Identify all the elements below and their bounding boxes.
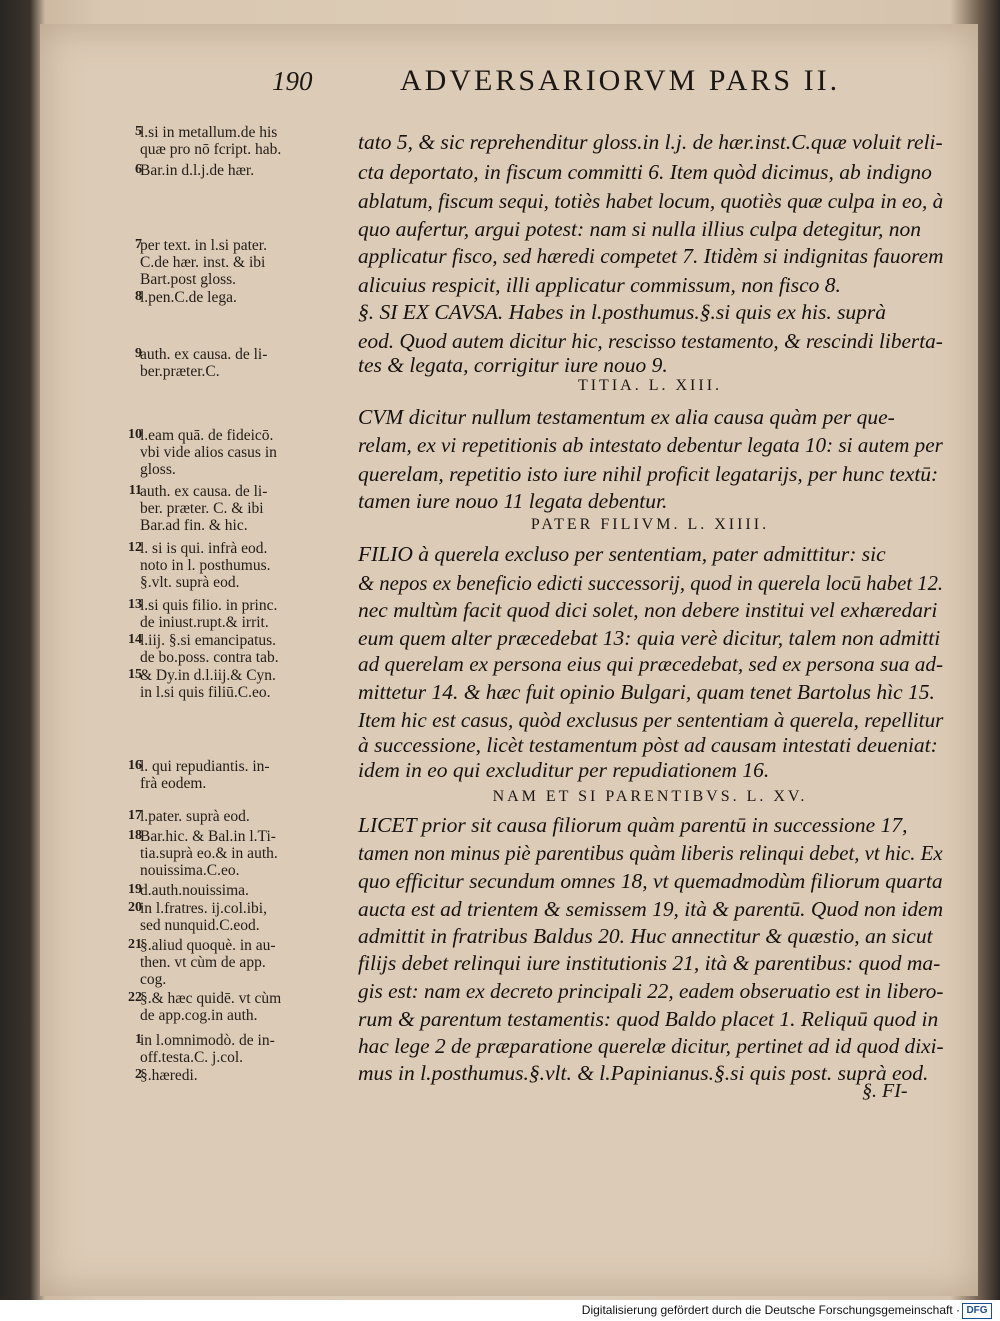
margin-note-text: l.si quis filio. in princ. de iniust.rupt.& irrit. — [140, 597, 278, 631]
margin-note — [135, 1067, 355, 1084]
margin-note — [128, 828, 355, 879]
margin-note — [135, 346, 355, 380]
margin-note-text: auth. ex causa. de li- ber. præter. C. & ibi Bar.ad fin. & hic. — [140, 483, 268, 534]
text-line: tamen non minus piè parentibus quàm liberis relinqui debet, vt hic. Ex — [358, 841, 943, 865]
margin-note-text: l. qui repudiantis. in- frà eodem. — [140, 758, 270, 792]
margin-note-text: §.& hæc quidē. vt cùm de app.cog.in auth. — [140, 990, 282, 1024]
margin-note-number: 19 — [128, 882, 142, 897]
margin-note-number: 5 — [135, 124, 142, 139]
text-line: filijs debet relinqui iure institutionis 21, ità & parentibus: quod ma- — [358, 951, 941, 975]
margin-note-text: l.pater. suprà eod. — [140, 808, 250, 825]
margin-note-text: d.auth.nouissima. — [140, 882, 249, 899]
running-head: ADVERSARIORVM PARS II. — [400, 64, 841, 97]
margin-note-text: l.eam quā. de fideicō. vbi vide alios casus in gloss. — [140, 427, 277, 478]
text-line: mittetur 14. & hæc fuit opinio Bulgari, quam tenet Bartolus hìc 15. — [358, 680, 935, 704]
text-line: nec multùm facit quod dici solet, non debere institui vel exhæredari — [358, 598, 938, 622]
text-line: eod. Quod autem dicitur hic, rescisso testamento, & rescindi liberta- — [358, 329, 943, 353]
text-line: Item hic est casus, quòd exclusus per sententiam à querela, repellitur — [358, 708, 944, 732]
margin-note — [128, 900, 355, 934]
text-line: quo efficitur secundum omnes 18, vt quemadmodùm filiorum quarta — [358, 869, 943, 893]
margin-note-text: l.pen.C.de lega. — [140, 289, 237, 306]
section-heading: PATER FILIVM. L. XIIII. — [530, 516, 770, 533]
margin-note-text: l.si in metallum.de his quæ pro nō fcript. hab. — [140, 124, 282, 158]
margin-note-number: 7 — [135, 237, 142, 252]
text-line: quo aufertur, argui potest: nam si nulla illius culpa detegitur, non — [358, 217, 921, 241]
text-line: ablatum, fiscum sequi, totiès habet locum, quotiès quæ culpa in eo, à — [358, 189, 944, 213]
section-heading: NAM ET SI PARENTIBVS. L. XV. — [492, 788, 808, 805]
text-line: tamen iure nouo 11 legata debentur. — [358, 489, 668, 513]
section-heading: TITIA. L. XIII. — [577, 377, 723, 394]
margin-note-number: 20 — [128, 900, 142, 915]
text-line: relam, ex vi repetitionis ab intestato debentur legata 10: si autem per — [358, 433, 943, 457]
text-line: rum & parentum testamentis: quod Baldo placet 1. Reliquū quod in — [358, 1007, 939, 1031]
text-line: admittit in fratribus Baldus 20. Huc annectitur & quæstio, an sicut — [358, 924, 933, 948]
margin-note — [135, 237, 355, 288]
margin-note — [128, 667, 355, 701]
margin-note-number: 14 — [128, 632, 142, 647]
margin-note — [128, 427, 355, 478]
margin-note-number: 22 — [128, 990, 142, 1005]
margin-note — [128, 808, 355, 825]
catchword: §. FI- — [862, 1080, 908, 1102]
margin-note-text: & Dy.in d.l.iij.& Cyn. in l.si quis filiū.C.eo. — [140, 667, 276, 701]
margin-note — [135, 289, 355, 306]
margin-note — [128, 937, 355, 988]
margin-note-number: 9 — [135, 346, 142, 361]
text-line: CVM dicitur nullum testamentum ex alia causa quàm per que- — [358, 405, 895, 429]
margin-note-number: 6 — [135, 162, 142, 177]
margin-note-number: 12 — [128, 540, 142, 555]
margin-note — [135, 124, 355, 158]
margin-note-text: §.aliud quoquè. in au- then. vt cùm de app. cog. — [140, 937, 276, 988]
text-line: eum quem alter præcedebat 13: quia verè dicitur, talem non admitti — [358, 626, 941, 650]
margin-note-text: §.hæredi. — [140, 1067, 198, 1084]
margin-note — [128, 597, 355, 631]
margin-note — [128, 483, 355, 534]
margin-note-text: Bar.in d.l.j.de hær. — [140, 162, 255, 179]
text-line: tato 5, & sic reprehenditur gloss.in l.j. de hær.inst.C.quæ voluit reli- — [358, 130, 943, 154]
margin-note-number: 11 — [128, 483, 142, 498]
text-line: LICET prior sit causa filiorum quàm parentū in successione 17, — [358, 813, 908, 837]
dfg-logo-icon: DFG — [962, 1303, 992, 1319]
text-line: hac lege 2 de præparatione querelæ dicitur, pertinet ad id quod dixi- — [358, 1034, 944, 1058]
margin-note-text: in l.omnimodò. de in- off.testa.C. j.col. — [140, 1032, 275, 1066]
margin-note-number: 10 — [128, 427, 142, 442]
margin-note — [135, 162, 355, 179]
margin-note-text: Bar.hic. & Bal.in l.Ti- tia.suprà eo.& in auth. nouissima.C.eo. — [140, 828, 278, 879]
text-line: querelam, repetitio isto iure nihil proficit legatarijs, per hunc textū: — [358, 462, 939, 486]
margin-note-number: 2 — [135, 1067, 142, 1082]
text-line: ad querelam ex persona eius qui præcedebat, sed ex persona sua ad- — [358, 652, 944, 676]
text-line: mus in l.posthumus.§.vlt. & l.Papinianus.§.si quis post. suprà eod. — [358, 1061, 929, 1085]
footer-credit: Digitalisierung gefördert durch die Deutsche Forschungsgemeinschaft · — [581, 1303, 960, 1317]
margin-note-number: 8 — [135, 289, 142, 304]
text-line: & nepos ex beneficio edicti successorij, quod in querela locū habet 12. — [358, 571, 944, 595]
text-line: cta deportato, in fiscum committi 6. Item quòd dicimus, ab indigno — [358, 160, 932, 184]
margin-note-number: 18 — [128, 828, 142, 843]
margin-note-text: per text. in l.si pater. C.de hær. inst. & ibi Bart.post gloss. — [140, 237, 267, 288]
text-line: alicuius respicit, illi applicatur commissum, non fisco 8. — [358, 273, 841, 297]
margin-note — [128, 882, 355, 899]
margin-note — [128, 540, 355, 591]
margin-note-number: 17 — [128, 808, 142, 823]
text-line: FILIO à querela excluso per sententiam, pater admittitur: sic — [358, 542, 886, 566]
margin-note — [128, 990, 355, 1024]
text-line: §. SI EX CAVSA. Habes in l.posthumus.§.si quis ex his. suprà — [358, 300, 887, 324]
margin-note — [128, 758, 355, 792]
text-line: à successione, licèt testamentum pòst ad causam intestati deueniat: — [358, 733, 938, 757]
margin-note-text: l. si is qui. infrà eod. noto in l. posthumus. §.vlt. suprà eod. — [140, 540, 271, 591]
margin-note-number: 13 — [128, 597, 142, 612]
margin-note-text: in l.fratres. ij.col.ibi, sed nunquid.C.eod. — [140, 900, 267, 934]
text-line: idem in eo qui excluditur per repudiationem 16. — [358, 758, 770, 782]
margin-note-number: 15 — [128, 667, 142, 682]
text-line: applicatur fisco, sed hæredi competet 7. Itidèm si indignitas fauorem — [358, 244, 944, 268]
page-number: 190 — [272, 66, 313, 96]
margin-note-number: 21 — [128, 937, 142, 952]
margin-note-text: auth. ex causa. de li- ber.præter.C. — [140, 346, 268, 380]
text-line: aucta est ad trientem & semissem 19, ità & parentū. Quod non idem — [358, 897, 944, 921]
margin-note-text: l.iij. §.si emancipatus. de bo.poss. contra tab. — [140, 632, 279, 666]
margin-note — [128, 632, 355, 666]
margin-note — [135, 1032, 355, 1066]
text-line: tes & legata, corrigitur iure nouo 9. — [358, 353, 668, 377]
text-line: gis est: nam ex decreto principali 22, eadem obseruatio est in libero- — [358, 979, 944, 1003]
margin-note-number: 1 — [135, 1032, 142, 1047]
margin-note-number: 16 — [128, 758, 142, 773]
